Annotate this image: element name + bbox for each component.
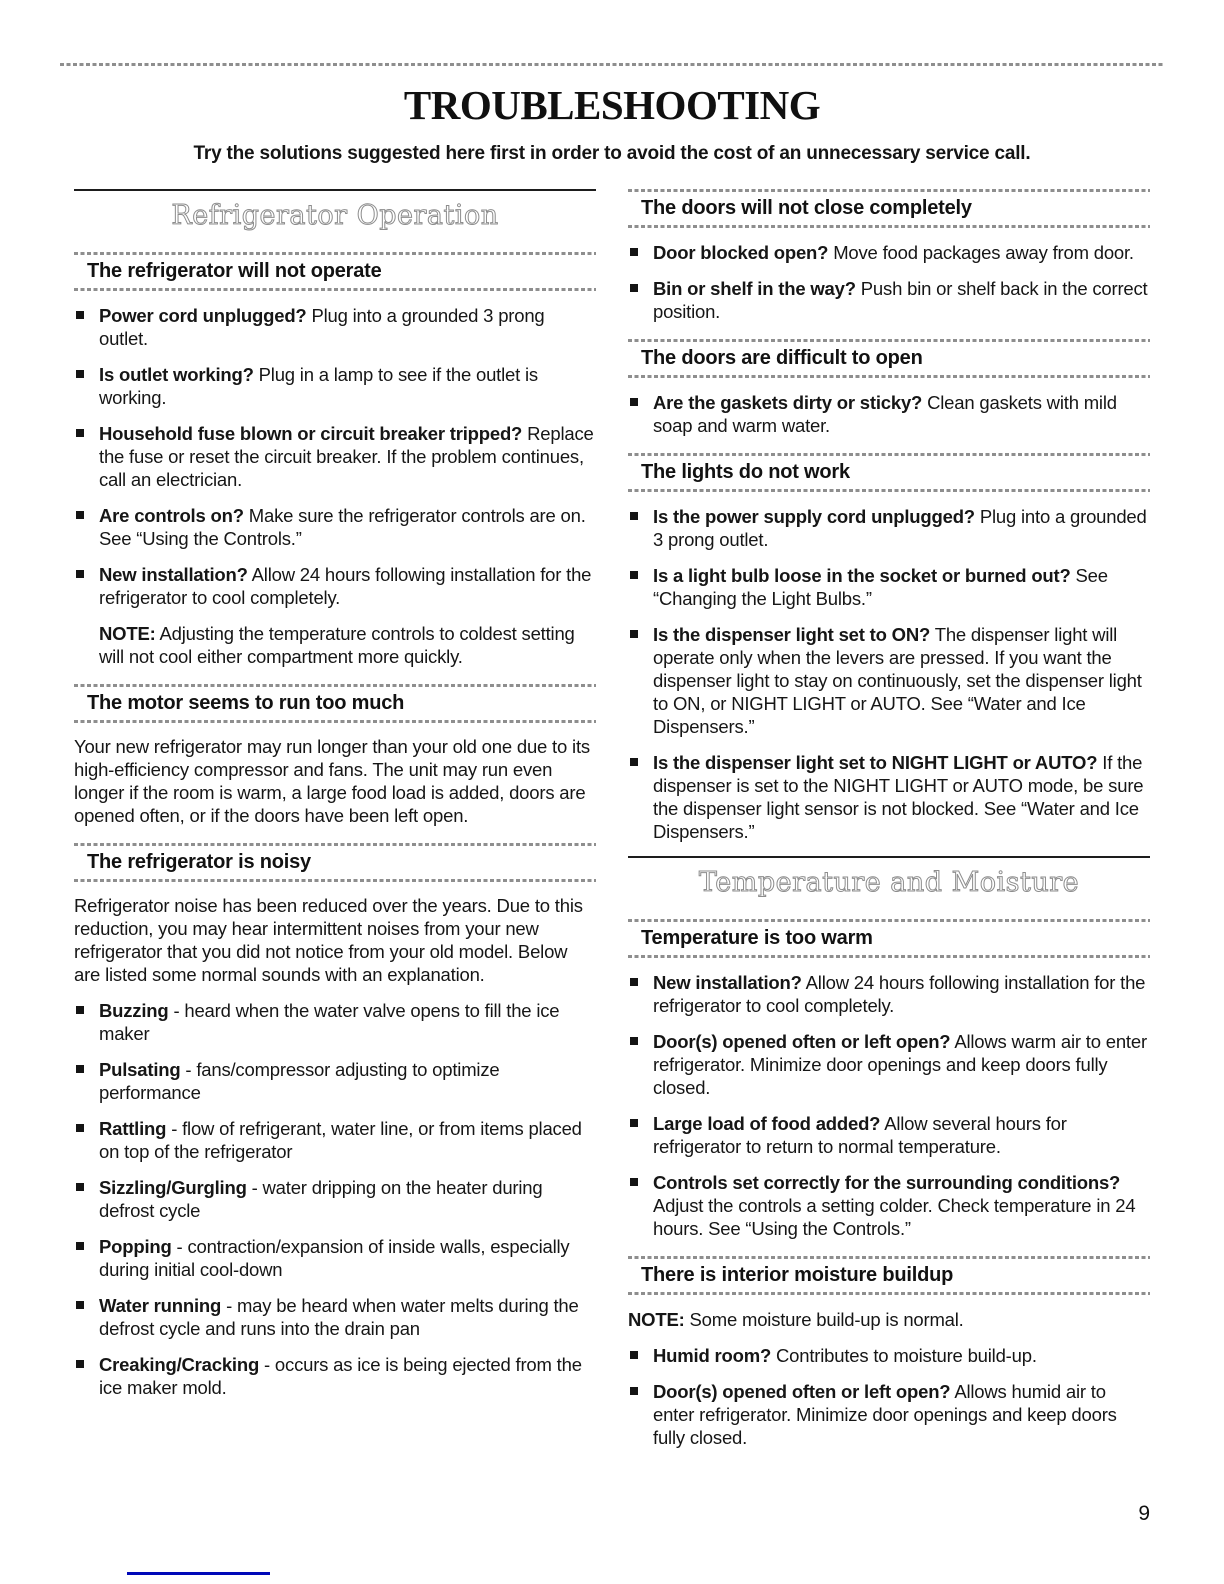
- list-item: [74, 1353, 596, 1399]
- list-item: [74, 504, 596, 550]
- subsection-title: The lights do not work: [641, 461, 850, 483]
- item-term: Household fuse blown or circuit breaker tripped?: [99, 423, 523, 444]
- subsection-heading: [74, 684, 596, 723]
- item-description: - flow of refrigerant, water line, or from items placed on top of the refrigerator: [99, 1118, 582, 1162]
- page-title: TROUBLESHOOTING: [403, 82, 821, 128]
- item-description: If the dispenser is set to the NIGHT LIGHT or AUTO mode, be sure the dispenser light sensor is not blocked. See “Water and Ice Dispensers.”: [653, 752, 1144, 842]
- item-description: Allow 24 hours following installation for the refrigerator to cool completely.: [653, 972, 1146, 1016]
- item-description: Adjust the controls a setting colder. Check temperature in 24 hours. See “Using the Controls.”: [653, 1195, 1136, 1239]
- subsection-heading: [628, 339, 1150, 378]
- bullet-square-icon: [630, 1178, 638, 1186]
- subsection-heading: [628, 919, 1150, 958]
- item-term: Door blocked open?: [653, 242, 829, 263]
- bullet-square-icon: [76, 511, 84, 519]
- item-description: Allows humid air to enter refrigerator. Minimize door openings and keep doors fully closed.: [653, 1381, 1117, 1448]
- item-description: Allow several hours for refrigerator to return to normal temperature.: [653, 1113, 1067, 1157]
- subsection-heading: [74, 843, 596, 882]
- item-description: - occurs as ice is being ejected from the ice maker mold.: [99, 1354, 582, 1398]
- item-term: Bin or shelf in the way?: [653, 278, 856, 299]
- bullet-square-icon: [630, 978, 638, 986]
- bullet-square-icon: [76, 1183, 84, 1191]
- item-description: Replace the fuse or reset the circuit breaker. If the problem continues, call an electrician.: [99, 423, 594, 490]
- dotted-rule: [628, 489, 1150, 492]
- list-item: [74, 1058, 596, 1104]
- dotted-rule: [628, 225, 1150, 228]
- item-description: - fans/compressor adjusting to optimize performance: [99, 1059, 500, 1103]
- note-label: NOTE:: [99, 623, 156, 644]
- bullet-square-icon: [630, 1119, 638, 1127]
- list-item: [74, 304, 596, 350]
- list-item: [628, 1380, 1150, 1449]
- item-term: Is outlet working?: [99, 364, 254, 385]
- item-term: Door(s) opened often or left open?: [653, 1031, 951, 1052]
- list-item: [74, 1235, 596, 1281]
- item-term: Is the power supply cord unplugged?: [653, 506, 975, 527]
- bullet-square-icon: [76, 1301, 84, 1309]
- list-item: [74, 422, 596, 491]
- list-item: [628, 241, 1150, 264]
- dotted-rule: [628, 955, 1150, 958]
- subsection-title: The doors are difficult to open: [641, 347, 923, 369]
- bullet-square-icon: [76, 570, 84, 578]
- list-item: [628, 1171, 1150, 1240]
- list-item: [628, 391, 1150, 437]
- item-description: The dispenser light will operate only when the levers are pressed. If you want the dispenser light to stay on continuously, set the dispenser light to ON, or NIGHT LIGHT or AUTO. See “Water and Ice Dispensers.”: [653, 624, 1142, 737]
- item-description: Move food packages away from door.: [833, 242, 1134, 263]
- subsection-title: There is interior moisture buildup: [641, 1264, 954, 1286]
- page-number: 9: [1138, 1502, 1150, 1525]
- list-item: [74, 1117, 596, 1163]
- subsection-heading: [628, 1256, 1150, 1295]
- item-term: Humid room?: [653, 1345, 772, 1366]
- bullet-square-icon: [630, 284, 638, 292]
- item-term: New installation?: [99, 564, 248, 585]
- bullet-square-icon: [76, 429, 84, 437]
- item-description: Contributes to moisture build-up.: [776, 1345, 1037, 1366]
- item-term: Water running: [99, 1295, 222, 1316]
- bullet-square-icon: [76, 1360, 84, 1368]
- dotted-rule: [628, 1292, 1150, 1295]
- subsection-title: The refrigerator is noisy: [87, 851, 311, 873]
- page-top-dotted-rule: [60, 63, 1164, 66]
- two-column-layout: [60, 189, 1164, 1462]
- list-item: [628, 505, 1150, 551]
- dotted-rule: [74, 288, 596, 291]
- item-description: Make sure the refrigerator controls are on. See “Using the Controls.”: [99, 505, 586, 549]
- bullet-square-icon: [630, 398, 638, 406]
- item-description: Plug in a lamp to see if the outlet is working.: [99, 364, 538, 408]
- section-header: [74, 189, 596, 236]
- note: [628, 1308, 1150, 1331]
- bullet-square-icon: [630, 571, 638, 579]
- subsection-title: The motor seems to run too much: [87, 692, 405, 714]
- bullet-square-icon: [630, 630, 638, 638]
- paragraph: Your new refrigerator may run longer than your old one due to its high-efficiency compressor and fans. The unit may run even longer if the room is warm, a large food load is added, doors are opened often, or if the doors have been left open.: [74, 736, 590, 826]
- list-item: [74, 563, 596, 609]
- item-term: Door(s) opened often or left open?: [653, 1381, 951, 1402]
- bullet-square-icon: [630, 512, 638, 520]
- list-item: [628, 1030, 1150, 1099]
- note-text: Adjusting the temperature controls to coldest setting will not cool either compartment more quickly.: [99, 623, 575, 667]
- list-item: [628, 751, 1150, 843]
- list-item: [74, 363, 596, 409]
- item-description: - heard when the water valve opens to fill the ice maker: [99, 1000, 560, 1044]
- bullet-square-icon: [76, 311, 84, 319]
- item-term: Is the dispenser light set to ON?: [653, 624, 931, 645]
- list-item: [628, 971, 1150, 1017]
- list-item: [74, 1294, 596, 1340]
- note-label: NOTE:: [628, 1309, 685, 1330]
- item-term: Creaking/Cracking: [99, 1354, 260, 1375]
- section-title: Temperature and Moisture: [698, 867, 1080, 898]
- bullet-square-icon: [630, 248, 638, 256]
- item-term: Are controls on?: [99, 505, 244, 526]
- list-item: [628, 277, 1150, 323]
- list-item: [628, 1344, 1150, 1367]
- section-header: [628, 856, 1150, 903]
- item-description: Clean gaskets with mild soap and warm water.: [653, 392, 1117, 436]
- manual-page: [60, 0, 1164, 1584]
- note: [99, 622, 596, 668]
- item-term: Is a light bulb loose in the socket or burned out?: [653, 565, 1071, 586]
- list-item: [74, 1176, 596, 1222]
- note-text: Some moisture build-up is normal.: [689, 1309, 964, 1330]
- subsection-title: The doors will not close completely: [641, 197, 972, 219]
- item-description: Plug into a grounded 3 prong outlet.: [99, 305, 545, 349]
- paragraph: Refrigerator noise has been reduced over the years. Due to this reduction, you may hear intermittent noises from your new refrigerator that you did not notice from your old model. Below are listed some normal sounds with an explanation.: [74, 895, 583, 985]
- bullet-square-icon: [630, 1037, 638, 1045]
- item-description: - may be heard when water melts during the defrost cycle and runs into the drain pan: [99, 1295, 579, 1339]
- item-term: New installation?: [653, 972, 802, 993]
- item-term: Are the gaskets dirty or sticky?: [653, 392, 923, 413]
- subsection-title: The refrigerator will not operate: [87, 260, 382, 282]
- bullet-square-icon: [76, 1242, 84, 1250]
- subsection-heading: [74, 252, 596, 291]
- item-term: Is the dispenser light set to NIGHT LIGHT or AUTO?: [653, 752, 1098, 773]
- item-description: - contraction/expansion of inside walls, especially during initial cool-down: [99, 1236, 570, 1280]
- subsection-heading: [628, 453, 1150, 492]
- list-item: [628, 564, 1150, 610]
- bullet-square-icon: [76, 370, 84, 378]
- list-item: [628, 1112, 1150, 1158]
- bullet-square-icon: [76, 1065, 84, 1073]
- item-term: Rattling: [99, 1118, 167, 1139]
- item-term: Pulsating: [99, 1059, 181, 1080]
- column-left: [74, 189, 596, 1462]
- list-item: [628, 623, 1150, 738]
- item-term: Controls set correctly for the surrounding conditions?: [653, 1172, 1121, 1193]
- item-description: See “Changing the Light Bulbs.”: [653, 565, 1108, 609]
- item-term: Buzzing: [99, 1000, 169, 1021]
- page-subtitle: Try the solutions suggested here first in order to avoid the cost of an unnecessary service call.: [193, 143, 1031, 164]
- footer-blue-line: [127, 1572, 270, 1575]
- section-title: Refrigerator Operation: [171, 200, 499, 231]
- column-right: [628, 189, 1150, 1462]
- item-description: Push bin or shelf back in the correct position.: [653, 278, 1148, 322]
- bullet-square-icon: [76, 1006, 84, 1014]
- item-term: Power cord unplugged?: [99, 305, 307, 326]
- dotted-rule: [74, 879, 596, 882]
- item-description: Allows warm air to enter refrigerator. Minimize door openings and keep doors fully closed.: [653, 1031, 1147, 1098]
- subsection-title: Temperature is too warm: [641, 927, 873, 949]
- subsection-heading: [628, 189, 1150, 228]
- item-description: - water dripping on the heater during defrost cycle: [99, 1177, 543, 1221]
- item-term: Sizzling/Gurgling: [99, 1177, 247, 1198]
- dotted-rule: [74, 720, 596, 723]
- item-description: Plug into a grounded 3 prong outlet.: [653, 506, 1147, 550]
- list-item: [74, 999, 596, 1045]
- item-term: Popping: [99, 1236, 172, 1257]
- item-description: Allow 24 hours following installation for the refrigerator to cool completely.: [99, 564, 592, 608]
- bullet-square-icon: [630, 1387, 638, 1395]
- item-term: Large load of food added?: [653, 1113, 881, 1134]
- bullet-square-icon: [630, 1351, 638, 1359]
- bullet-square-icon: [630, 758, 638, 766]
- bullet-square-icon: [76, 1124, 84, 1132]
- dotted-rule: [628, 375, 1150, 378]
